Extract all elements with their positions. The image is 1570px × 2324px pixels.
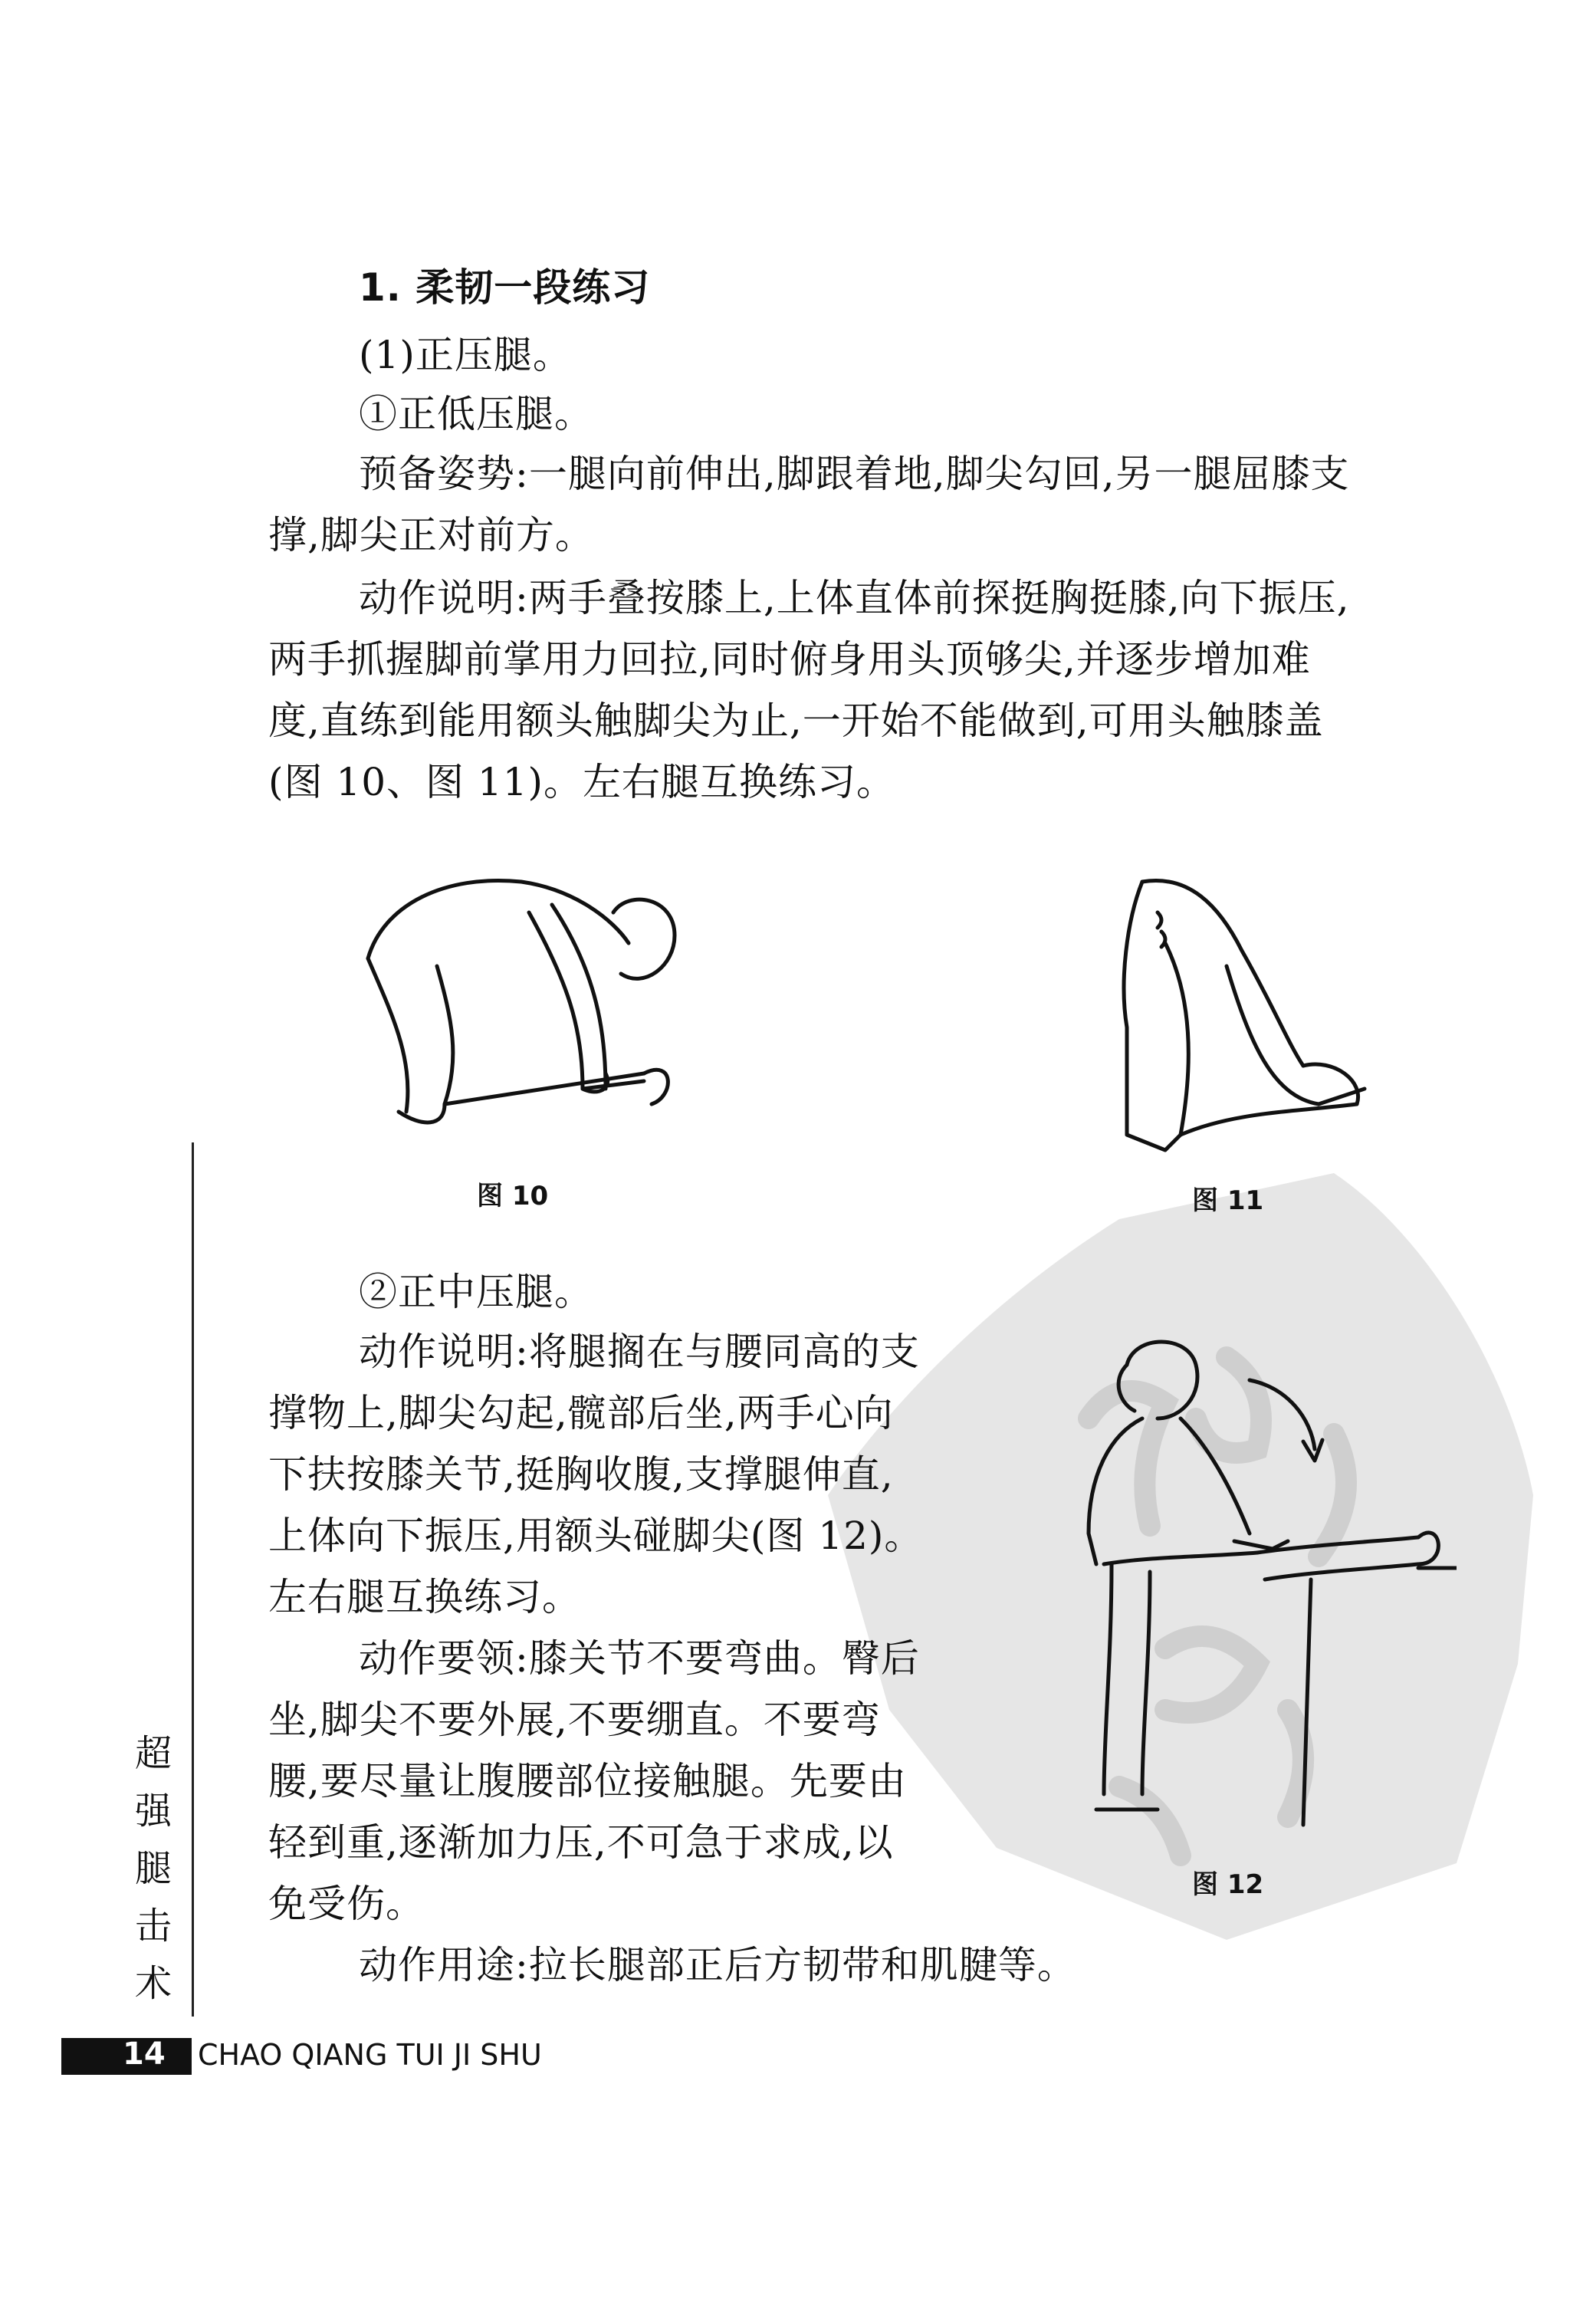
paragraph-line: 动作说明:两手叠按膝上,上体直体前探挺胸挺膝,向下振压, bbox=[359, 576, 1350, 620]
figure-11-illustration bbox=[1096, 859, 1395, 1173]
side-title-char: 超 bbox=[134, 1732, 172, 1775]
paragraph-line: 动作用途:拉长腿部正后方韧带和肌腱等。 bbox=[359, 1943, 1076, 1987]
paragraph-line: 左右腿互换练习。 bbox=[268, 1575, 581, 1619]
side-running-title bbox=[130, 1725, 176, 2013]
paragraph-line: 撑,脚尖正对前方。 bbox=[268, 513, 594, 557]
paragraph-line: 上体向下振压,用额头碰脚尖(图 12)。 bbox=[268, 1514, 924, 1558]
side-title-char: 术 bbox=[134, 1962, 172, 2005]
paragraph-line: 动作说明:将腿搁在与腰同高的支 bbox=[359, 1330, 920, 1374]
paragraph-line: 预备姿势:一腿向前伸出,脚跟着地,脚尖勾回,另一腿屈膝支 bbox=[359, 452, 1350, 496]
paragraph-line: 轻到重,逐渐加力压,不可急于求成,以 bbox=[268, 1820, 894, 1865]
paragraph-line: 坐,脚尖不要外展,不要绷直。不要弯 bbox=[268, 1698, 881, 1742]
paragraph-line: 度,直练到能用额头触脚尖为止,一开始不能做到,可用头触膝盖 bbox=[268, 699, 1324, 743]
side-title-char: 腿 bbox=[134, 1847, 172, 1890]
figure-10-illustration bbox=[353, 859, 682, 1173]
figure-12-illustration bbox=[1058, 1334, 1457, 1856]
page-number: 14 bbox=[123, 2036, 166, 2072]
paragraph-line: 腰,要尽量让腹腰部位接触腿。先要由 bbox=[268, 1759, 907, 1803]
footer-book-title: CHAO QIANG TUI JI SHU bbox=[198, 2038, 542, 2072]
side-title-char: 击 bbox=[134, 1905, 172, 1948]
section-heading: 1. 柔韧一段练习 bbox=[359, 265, 651, 310]
paragraph-line: 撑物上,脚尖勾起,髋部后坐,两手心向 bbox=[268, 1391, 894, 1435]
margin-rule bbox=[192, 1142, 194, 2017]
item-title: ①正低压腿。 bbox=[359, 392, 593, 436]
paragraph-line: 动作要领:膝关节不要弯曲。臀后 bbox=[359, 1636, 920, 1681]
side-title-char: 强 bbox=[134, 1790, 172, 1833]
figure-11-caption: 图 11 bbox=[1192, 1185, 1264, 1216]
figure-12-caption: 图 12 bbox=[1192, 1869, 1264, 1900]
item-title: ②正中压腿。 bbox=[359, 1270, 593, 1314]
paragraph-line: (图 10、图 11)。左右腿互换练习。 bbox=[268, 760, 896, 804]
paragraph-line: 免受伤。 bbox=[268, 1882, 425, 1926]
paragraph-line: 下扶按膝关节,挺胸收腹,支撑腿伸直, bbox=[268, 1452, 894, 1497]
figure-10-caption: 图 10 bbox=[477, 1181, 549, 1211]
subsection-title: (1)正压腿。 bbox=[359, 333, 572, 377]
paragraph-line: 两手抓握脚前掌用力回拉,同时俯身用头顶够尖,并逐步增加难 bbox=[268, 637, 1311, 682]
